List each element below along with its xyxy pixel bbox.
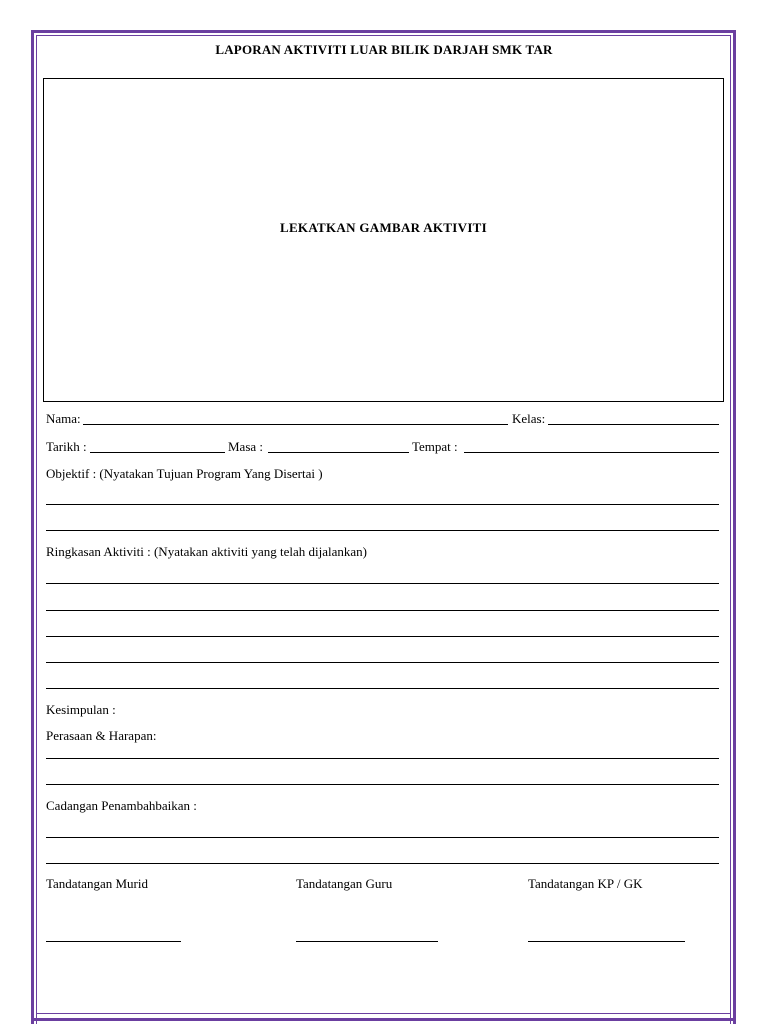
signature-guru-line[interactable] (296, 941, 438, 942)
report-title: LAPORAN AKTIVITI LUAR BILIK DARJAH SMK TAR (215, 42, 553, 57)
masa-label: Masa : (228, 439, 264, 454)
signature-guru-label: Tandatangan Guru (296, 876, 393, 891)
tempat-field[interactable] (464, 452, 719, 453)
photo-placeholder-box[interactable] (43, 78, 724, 402)
nama-label: Nama: (46, 411, 81, 426)
ringkasan-line-5[interactable] (46, 688, 719, 689)
nama-kelas-row (46, 411, 719, 429)
kelas-label: Kelas: (512, 411, 546, 426)
kesimpulan-label: Kesimpulan : (46, 702, 116, 717)
signature-kp-label: Tandatangan KP / GK (528, 876, 643, 891)
ringkasan-line-3[interactable] (46, 636, 719, 637)
ringkasan-line-4[interactable] (46, 662, 719, 663)
perasaan-line-2[interactable] (46, 784, 719, 785)
masa-field[interactable] (268, 452, 409, 453)
page-border-bottom-outer (31, 1018, 736, 1021)
objektif-label: Objektif : (Nyatakan Tujuan Program Yang Disertai ) (46, 466, 323, 481)
signature-murid-line[interactable] (46, 941, 181, 942)
kelas-field[interactable] (548, 424, 719, 425)
cadangan-line-2[interactable] (46, 863, 719, 864)
cadangan-line-1[interactable] (46, 837, 719, 838)
signature-murid-label: Tandatangan Murid (46, 876, 148, 891)
perasaan-label: Perasaan & Harapan: (46, 728, 157, 743)
signature-kp-line[interactable] (528, 941, 685, 942)
page-border-bottom-inner (36, 1013, 731, 1014)
objektif-line-2[interactable] (46, 530, 719, 531)
photo-placeholder-label: LEKATKAN GAMBAR AKTIVITI (279, 220, 488, 235)
tarikh-field[interactable] (90, 452, 225, 453)
nama-field[interactable] (83, 424, 508, 425)
tarikh-label: Tarikh : (46, 439, 87, 454)
ringkasan-line-1[interactable] (46, 583, 719, 584)
ringkasan-line-2[interactable] (46, 610, 719, 611)
tarikh-masa-tempat-row (46, 439, 719, 457)
tempat-label: Tempat : (412, 439, 458, 454)
ringkasan-label: Ringkasan Aktiviti : (Nyatakan aktiviti yang telah dijalankan) (46, 544, 367, 559)
objektif-line-1[interactable] (46, 504, 719, 505)
perasaan-line-1[interactable] (46, 758, 719, 759)
cadangan-label: Cadangan Penambahbaikan : (46, 798, 197, 813)
